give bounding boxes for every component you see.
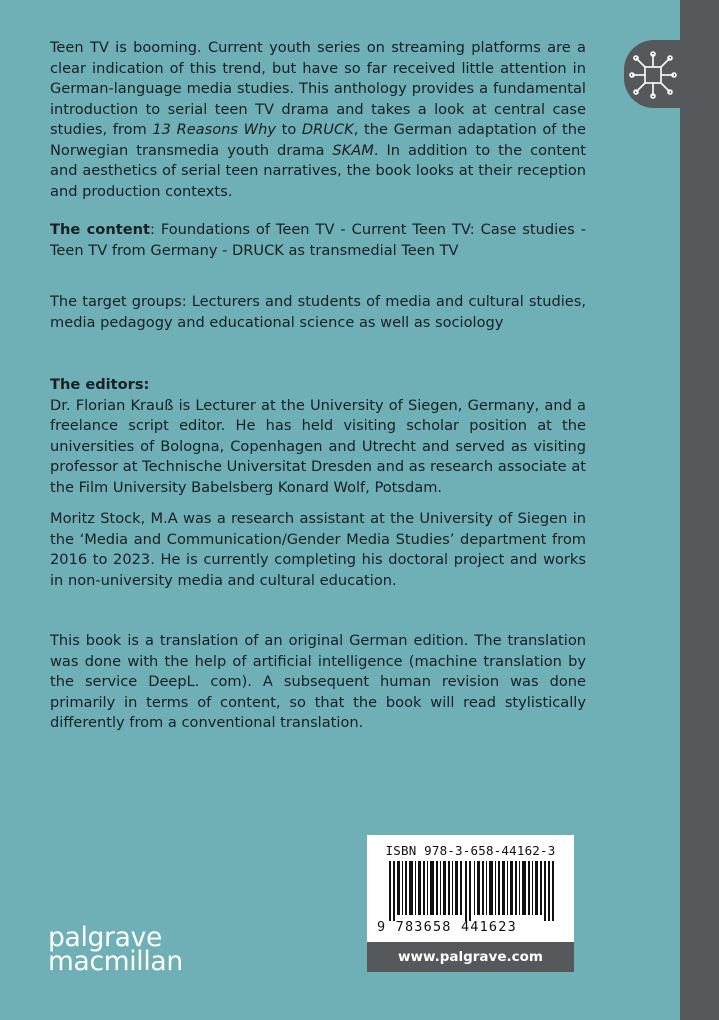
title-13-reasons-why: 13 Reasons Why — [152, 121, 276, 138]
publisher-wordmark — [48, 922, 183, 977]
title-druck: DRUCK — [301, 121, 354, 138]
editors-label: The editors: — [50, 376, 150, 393]
editors-section — [50, 375, 586, 498]
title-skam: SKAM — [332, 141, 374, 159]
editor-bio-1: Dr. Florian Krauß is Lecturer at the University of Siegen, Germany, and a freelance script editor. He has held visiting scholar position at the universities of Bologna, Copenhagen and Utrecht and served as visiting professor at Technische Universitat Dresden and as research associate at the Film University Babelsberg Konard Wolf, Potsdam. — [50, 396, 586, 496]
content-label: The content — [50, 221, 150, 238]
translation-note: This book is a translation of an original German edition. The translation was done with the help of artificial intelligence (machine translation by the service DeepL. com). A subsequent human revision was done primarily in terms of content, so that the book will read stylistically differently from a conventional translation. — [50, 632, 586, 731]
target-groups-paragraph: The target groups: Lecturers and students of media and cultural studies, media pedagogy and educational science as well as sociology — [50, 293, 586, 331]
editor-bio-2: Moritz Stock, M.A was a research assistant at the University of Siegen in the ‘Media and Communication/Gender Media Studies’ department from 2016 to 2023. He is currently completing his doctoral project and works in non-university media and cultural education. — [50, 510, 586, 589]
isbn-label: ISBN 978-3-658-44162-3 — [385, 843, 556, 858]
content-paragraph: The content: Foundations of Teen TV - Current Teen TV: Case studies - Teen TV from Germany - DRUCK as transmedial Teen TV — [50, 221, 586, 259]
barcode-digits: 9 783658 441623 — [377, 919, 517, 935]
book-spine — [680, 0, 719, 1020]
publisher-name-line1: palgrave — [48, 922, 162, 953]
barcode-box — [367, 835, 574, 972]
intro-paragraph: Teen TV is booming. Current youth series on streaming platforms are a clear indication of this trend, but have so far received little attention in German-language media studies. This anthology provides a fundamental introduction to serial teen TV drama and takes a look at central case studies, from 13 Reasons Why to DRUCK, the German adaptation of the Norwegian transmedia youth drama SKAM. In addition to the content and aesthetics of serial teen narratives, the book looks at their reception and production contexts. — [50, 39, 587, 200]
publisher-url[interactable]: www.palgrave.com — [398, 949, 543, 965]
publisher-logo-badge — [624, 40, 680, 108]
barcode-icon — [389, 861, 555, 921]
url-strip — [367, 942, 574, 972]
publisher-name-line2: macmillan — [48, 946, 183, 977]
palgrave-network-logo-icon — [628, 50, 678, 100]
